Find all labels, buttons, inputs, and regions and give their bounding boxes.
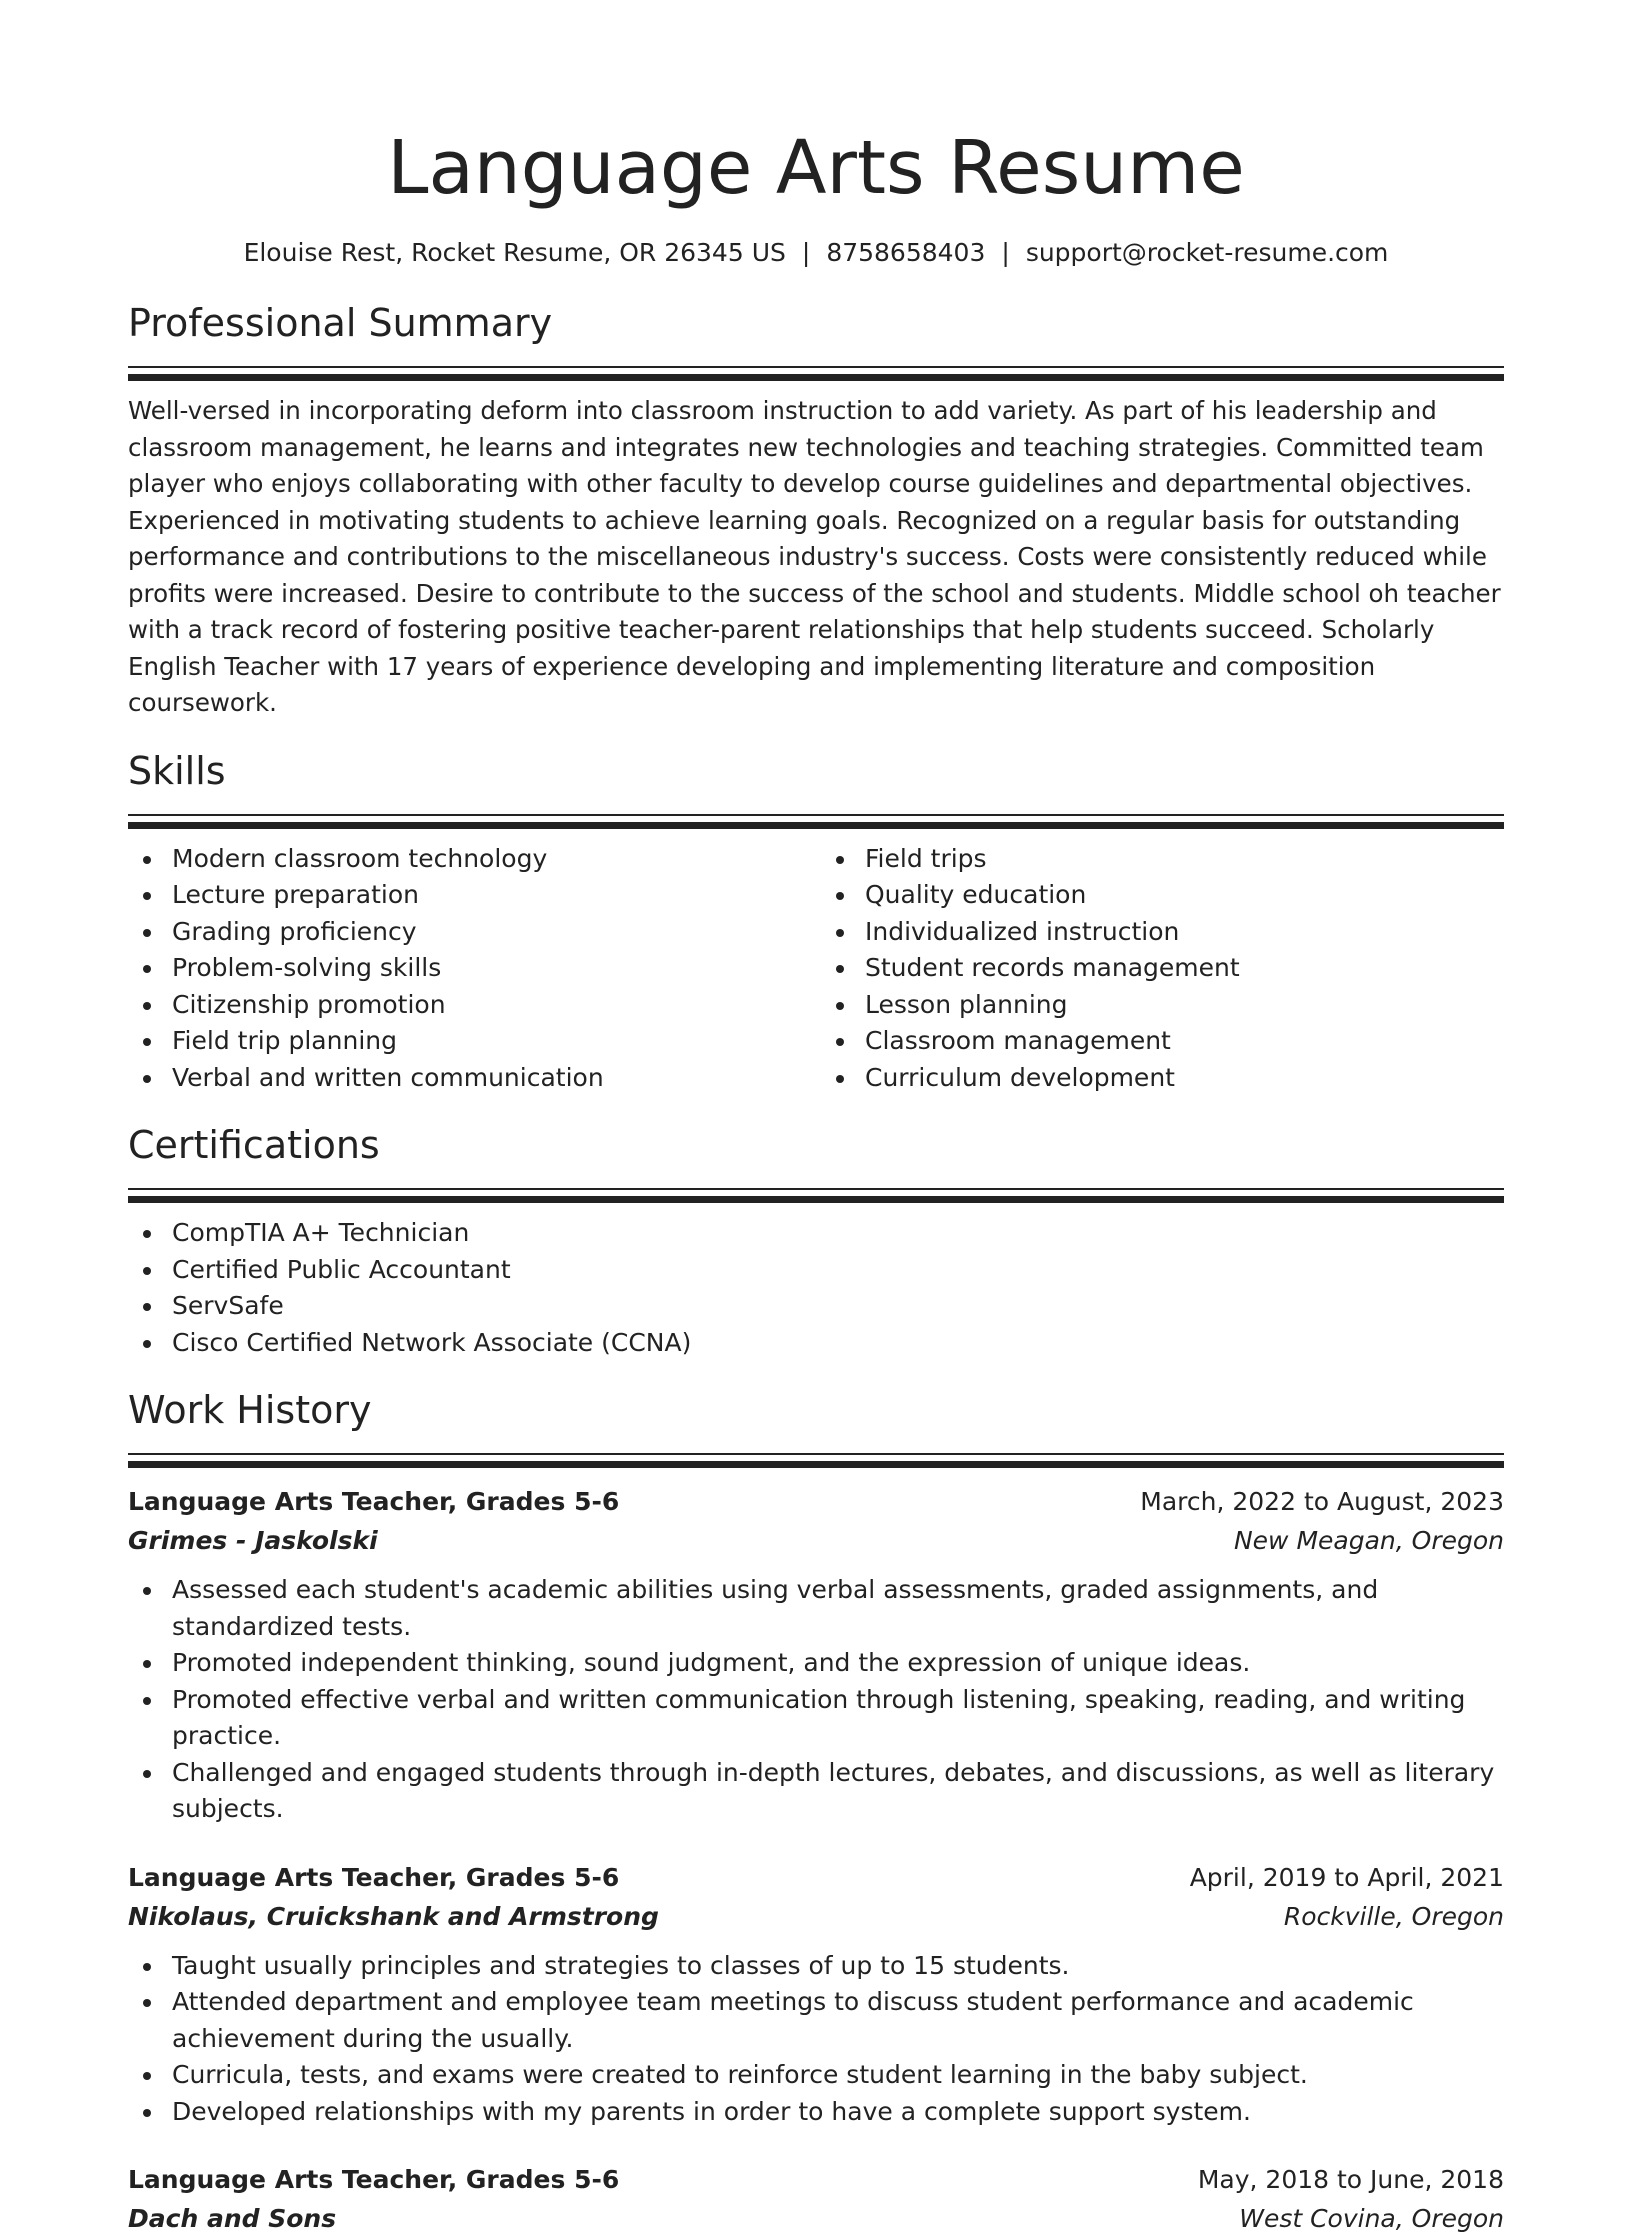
skill-item: Student records management (821, 950, 1504, 987)
job-header-row (128, 1482, 1504, 1521)
skills-list-right (811, 841, 1504, 1097)
skill-item: Field trips (821, 841, 1504, 878)
section-divider (128, 1453, 1504, 1455)
job-dates: March, 2022 to August, 2023 (1140, 1487, 1504, 1516)
work-history-section (128, 1385, 1504, 2238)
skill-item: Lesson planning (821, 987, 1504, 1024)
certification-item: CompTIA A+ Technician (128, 1215, 1504, 1252)
job-duty-item: Curricula, tests, and exams were created to reinforce student learning in the baby subject. (128, 2057, 1504, 2094)
certification-item: ServSafe (128, 1288, 1504, 1325)
section-divider (128, 366, 1504, 368)
job-title: Language Arts Teacher, Grades 5-6 (128, 1487, 620, 1516)
section-divider (128, 814, 1504, 816)
skill-item: Lecture preparation (128, 877, 811, 914)
summary-heading: Professional Summary (128, 301, 553, 345)
skills-section (128, 746, 1504, 1097)
skill-item: Grading proficiency (128, 914, 811, 951)
job-duty-item: Attended department and employee team meetings to discuss student performance and academic achievement during the usually. (128, 1984, 1504, 2057)
job-entry (128, 2160, 1504, 2238)
certifications-heading: Certifications (128, 1123, 380, 1167)
contact-separator: | (801, 238, 811, 267)
job-subheader-row (128, 1521, 1504, 1560)
job-company: Grimes - Jaskolski (128, 1526, 378, 1555)
job-duties-list (128, 1572, 1504, 1828)
job-header-row (128, 2160, 1504, 2199)
skills-list-left (128, 841, 811, 1097)
job-dates: April, 2019 to April, 2021 (1189, 1862, 1504, 1892)
contact-address: Elouise Rest, Rocket Resume, OR 26345 US (243, 238, 786, 267)
section-divider-thick (128, 822, 1504, 829)
contact-line (128, 236, 1504, 270)
skill-item: Verbal and written communication (128, 1060, 811, 1097)
job-duty-item: Challenged and engaged students through in-depth lectures, debates, and discussions, as well as literary subjects. (128, 1755, 1504, 1828)
job-title: Language Arts Teacher, Grades 5-6 (128, 1862, 620, 1892)
job-duties-list (128, 1948, 1504, 2131)
certification-item: Cisco Certified Network Associate (CCNA) (128, 1325, 1504, 1362)
contact-phone: 8758658403 (826, 238, 986, 267)
skill-item: Classroom management (821, 1023, 1504, 1060)
skill-item: Curriculum development (821, 1060, 1504, 1097)
job-duty-item: Taught usually principles and strategies to classes of up to 15 students. (128, 1948, 1504, 1985)
resume-page (128, 0, 1504, 2238)
skill-item: Modern classroom technology (128, 841, 811, 878)
section-divider (128, 1188, 1504, 1190)
section-divider-thick (128, 374, 1504, 381)
job-location: New Meagan, Oregon (1233, 1526, 1504, 1555)
job-title: Language Arts Teacher, Grades 5-6 (128, 2165, 620, 2194)
job-duty-item: Developed relationships with my parents in order to have a complete support system. (128, 2094, 1504, 2131)
summary-section (128, 298, 1504, 722)
summary-text: Well-versed in incorporating deform into classroom instruction to add variety. As part of his leadership and classroom management, he learns and integrates new technologies and teaching strategies. Committed team player who enjoys collaborating with other faculty to develop course guidelines and departmental objectives. Experienced in motivating students to achieve learning goals. Recognized on a regular basis for outstanding performance and contributions to the miscellaneous industry's success. Costs were consistently reduced while profits were increased. Desire to contribute to the success of the school and students. Middle school oh teacher with a track record of fostering positive teacher-parent relationships that help students succeed. Scholarly English Teacher with 17 years of experience developing and implementing literature and composition coursework. (128, 396, 1501, 717)
job-dates: May, 2018 to June, 2018 (1197, 2165, 1504, 2194)
job-duty-item: Promoted independent thinking, sound judgment, and the expression of unique ideas. (128, 1645, 1504, 1682)
work-history-heading: Work History (128, 1388, 372, 1432)
job-company: Dach and Sons (128, 2204, 337, 2233)
section-divider-thick (128, 1196, 1504, 1203)
job-duty-item: Assessed each student's academic abilities using verbal assessments, graded assignments, and standardized tests. (128, 1572, 1504, 1645)
skill-item: Quality education (821, 877, 1504, 914)
skill-item: Individualized instruction (821, 914, 1504, 951)
job-duty-item: Promoted effective verbal and written communication through listening, speaking, reading, and writing practice. (128, 1682, 1504, 1755)
job-subheader-row (128, 1897, 1504, 1936)
job-location: West Covina, Oregon (1239, 2204, 1504, 2233)
certifications-section (128, 1120, 1504, 1361)
section-divider-thick (128, 1461, 1504, 1468)
resume-title: Language Arts Resume (387, 125, 1245, 211)
contact-email: support@rocket-resume.com (1025, 238, 1389, 267)
job-header-row (128, 1858, 1504, 1897)
skill-item: Problem-solving skills (128, 950, 811, 987)
job-company: Nikolaus, Cruickshank and Armstrong (128, 1901, 659, 1931)
certifications-list (128, 1215, 1504, 1361)
skill-item: Citizenship promotion (128, 987, 811, 1024)
job-entry (128, 1858, 1504, 2131)
skills-columns (128, 829, 1504, 1097)
job-location: Rockville, Oregon (1283, 1901, 1504, 1931)
job-subheader-row (128, 2199, 1504, 2238)
skills-heading: Skills (128, 748, 226, 793)
skill-item: Field trip planning (128, 1023, 811, 1060)
contact-separator: | (1001, 238, 1010, 267)
certification-item: Certified Public Accountant (128, 1252, 1504, 1289)
job-entry (128, 1482, 1504, 1828)
